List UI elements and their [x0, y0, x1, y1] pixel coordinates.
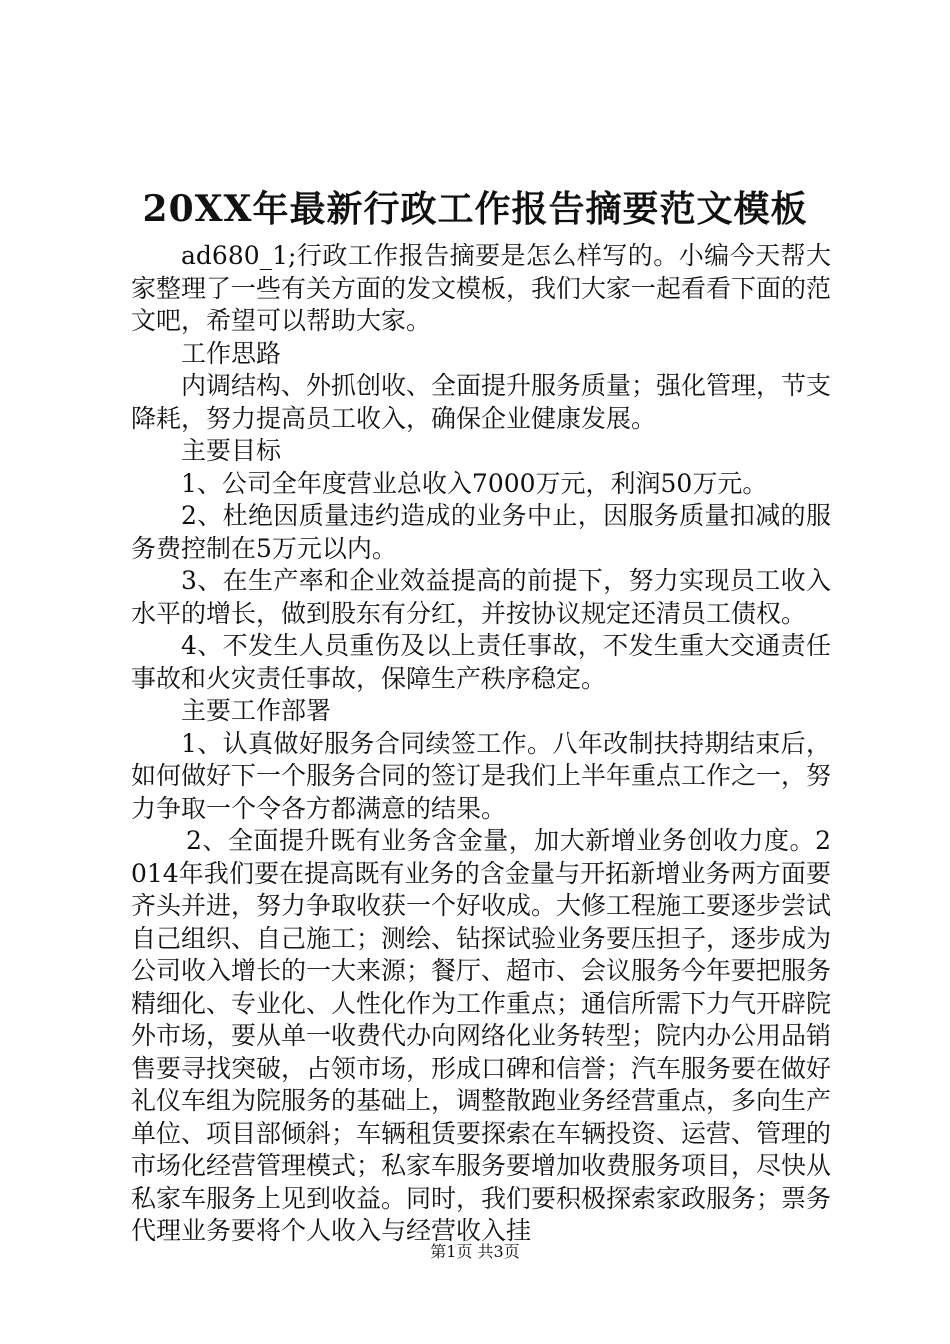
work-ideas-paragraph: 内调结构、外抓创收、全面提升服务质量；强化管理，节支降耗，努力提高员工收入，确保企业健康发展。 [131, 371, 832, 433]
intro-paragraph: ad680_1;行政工作报告摘要是怎么样写的。小编今天帮大家整理了一些有关方面的发文模板，我们大家一起看看下面的范文吧，希望可以帮助大家。 [131, 241, 832, 335]
section-heading-work-plan: 主要工作部署 [181, 696, 332, 725]
page-footer: 第1页 共3页 [430, 1242, 520, 1261]
document-body [131, 240, 831, 1248]
goal-item-2: 2、杜绝因质量违约造成的业务中止，因服务质量扣减的服务费控制在5万元以内。 [131, 501, 831, 563]
plan-item-2: 2、全面提升既有业务含金量，加大新增业务创收力度。2014年我们要在提高既有业务的含金量与开拓新增业务两方面要齐头并进，努力争取收获一个好收成。大修工程施工要逐步尝试自己组织、自己施工；测绘、钻探试验业务要压担子，逐步成为公司收入增长的一大来源；餐厅、超市、会议服务今年要把服务精细化、专业化、人性化作为工作重点；通信所需下力气开辟院外市场，要从单一收费代办向网络化业务转型；院内办公用品销售要寻找突破，占领市场，形成口碑和信誉；汽车服务要在做好礼仪车组为院服务的基础上，调整散跑业务经营重点，多向生产单位、项目部倾斜；车辆租赁要探索在车辆投资、运营、管理的市场化经营管理模式；私家车服务要增加收费服务项目，尽快从私家车服务上见到收益。同时，我们要积极探索家政服务；票务代理业务要将个人收入与经营收入挂 [131, 826, 832, 1245]
section-heading-main-goals: 主要目标 [181, 436, 282, 465]
section-heading-work-ideas: 工作思路 [181, 338, 282, 368]
plan-item-1: 1、认真做好服务合同续签工作。八年改制扶持期结束后，如何做好下一个服务合同的签订是我们上半年重点工作之一，努力争取一个令各方都满意的结果。 [131, 728, 832, 823]
document-title: 20XX年最新行政工作报告摘要范文模板 [142, 188, 808, 230]
goal-item-4: 4、不发生人员重伤及以上责任事故，不发生重大交通责任事故和火灾责任事故，保障生产秩序稳定。 [131, 631, 831, 693]
goal-item-1: 1、公司全年度营业总收入7000万元，利润50万元。 [181, 468, 768, 498]
goal-item-3: 3、在生产率和企业效益提高的前提下，努力实现员工收入水平的增长，做到股东有分红，并按协议规定还清员工债权。 [131, 566, 831, 628]
